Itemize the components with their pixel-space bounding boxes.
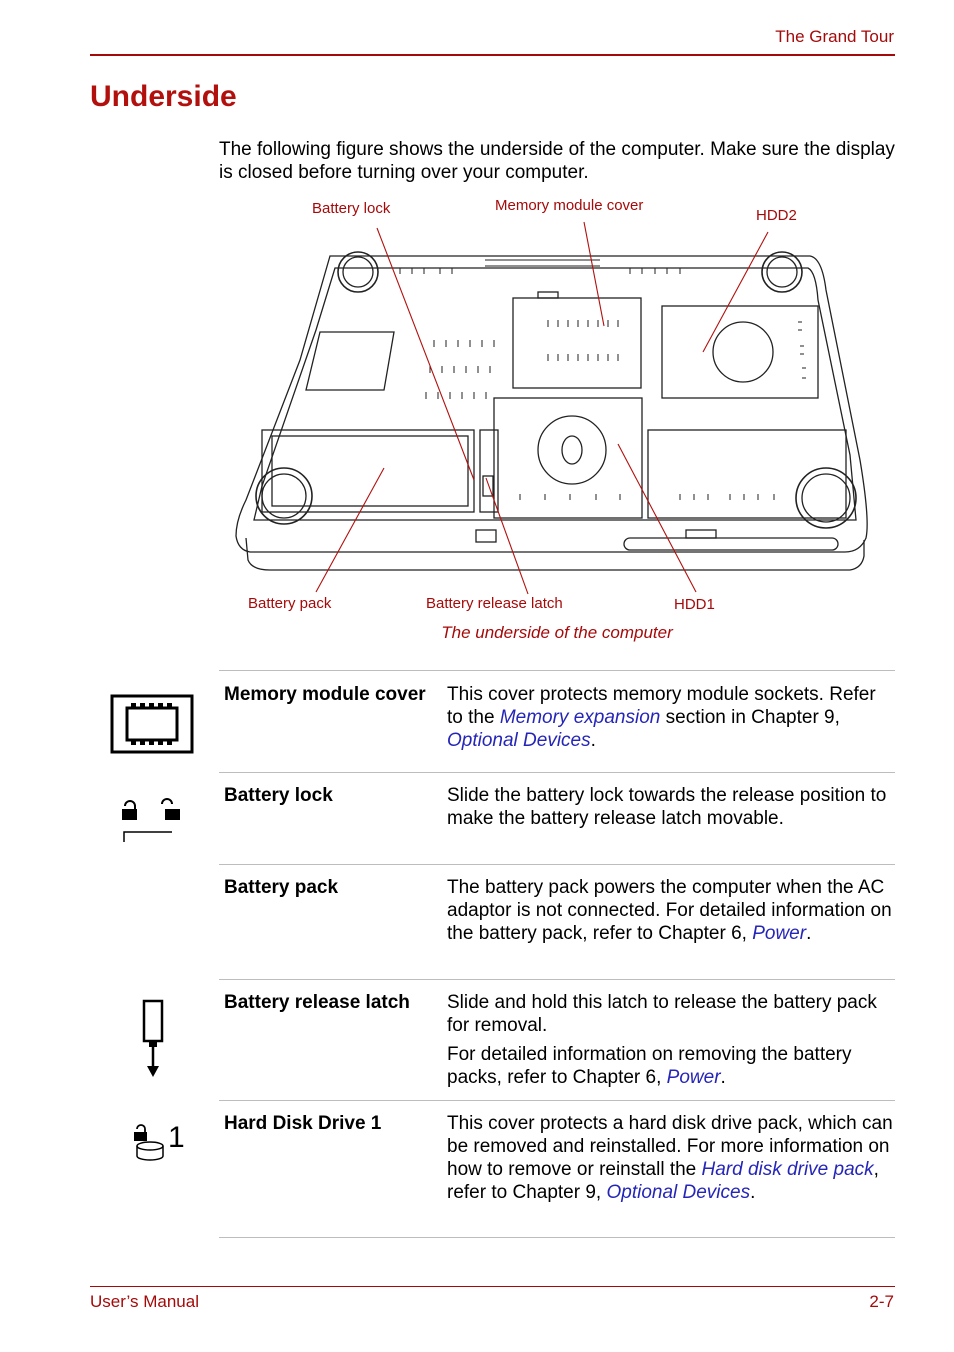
link-power[interactable]: Power [666, 1067, 721, 1088]
hard-disk-drive-icon-wrap [130, 1120, 200, 1164]
desc-text: This cover protects a hard disk drive pack, which can be removed and reinstalled. For more information on how to remove or reinstall the [447, 1113, 893, 1180]
desc-text: . [720, 1067, 726, 1088]
callout-hdd2: HDD2 [756, 207, 797, 224]
desc-text: . [806, 923, 812, 944]
desc-battery-release-latch [447, 991, 895, 1095]
desc-text: This cover protects memory module sockets. Refer to the [447, 684, 876, 728]
figure-caption: The underside of the computer [441, 623, 673, 642]
drive-number-label: 1 [168, 1121, 185, 1154]
term-battery-pack: Battery pack [224, 877, 339, 898]
link-memory-expansion[interactable]: Memory expansion [499, 707, 661, 728]
desc-text: For detailed information on removing the battery packs, refer to Chapter 6, [447, 1044, 852, 1088]
laptop-underside-figure [0, 0, 954, 620]
intro-paragraph: The following figure shows the underside of the computer. Make sure the display is closed before turning over your computer. [219, 139, 895, 183]
desc-text: . [750, 1182, 756, 1203]
callout-battery-lock: Battery lock [312, 200, 391, 217]
desc-text: , refer to Chapter 9, [447, 1159, 879, 1203]
table-rule [219, 1100, 895, 1101]
battery-release-latch-icon [140, 998, 168, 1080]
desc-hard-disk-drive-1 [447, 1112, 895, 1204]
footer-manual-title: User’s Manual [90, 1292, 199, 1311]
page-number: 2-7 [869, 1292, 894, 1311]
desc-text: section in Chapter 9, [660, 707, 840, 728]
footer-rule [90, 1286, 895, 1287]
term-memory-module-cover: Memory module cover [224, 684, 426, 705]
desc-memory-module-cover [447, 683, 895, 752]
term-hard-disk-drive-1: Hard Disk Drive 1 [224, 1113, 382, 1134]
link-optional-devices[interactable]: Optional Devices [606, 1182, 751, 1203]
hard-disk-drive-icon [130, 1122, 170, 1164]
section-title: Underside [90, 80, 237, 113]
running-header: The Grand Tour [775, 27, 894, 46]
term-battery-lock: Battery lock [224, 785, 333, 806]
callout-battery-release-latch: Battery release latch [426, 595, 563, 612]
link-hard-disk-drive-pack[interactable]: Hard disk drive pack [701, 1159, 874, 1180]
desc-battery-pack [447, 876, 895, 945]
memory-module-icon [110, 694, 194, 754]
link-power[interactable]: Power [752, 923, 807, 944]
callout-memory-module-cover: Memory module cover [495, 197, 644, 214]
desc-battery-lock: Slide the battery lock towards the release position to make the battery release latch movable. [447, 785, 887, 829]
desc-text: . [590, 730, 596, 751]
table-rule [219, 979, 895, 980]
callout-battery-pack: Battery pack [248, 595, 332, 612]
desc-paragraph [447, 1043, 895, 1089]
term-battery-release-latch: Battery release latch [224, 992, 410, 1013]
desc-text: The battery pack powers the computer when the AC adaptor is not connected. For detailed information on the battery pack, refer to Chapter 6, [447, 877, 892, 944]
table-rule [219, 772, 895, 773]
table-rule [219, 670, 895, 671]
table-rule [219, 864, 895, 865]
table-rule [219, 1237, 895, 1238]
battery-lock-icon [118, 794, 184, 846]
desc-paragraph: Slide and hold this latch to release the battery pack for removal. [447, 992, 877, 1036]
callout-hdd1: HDD1 [674, 596, 715, 613]
link-optional-devices[interactable]: Optional Devices [447, 730, 591, 751]
